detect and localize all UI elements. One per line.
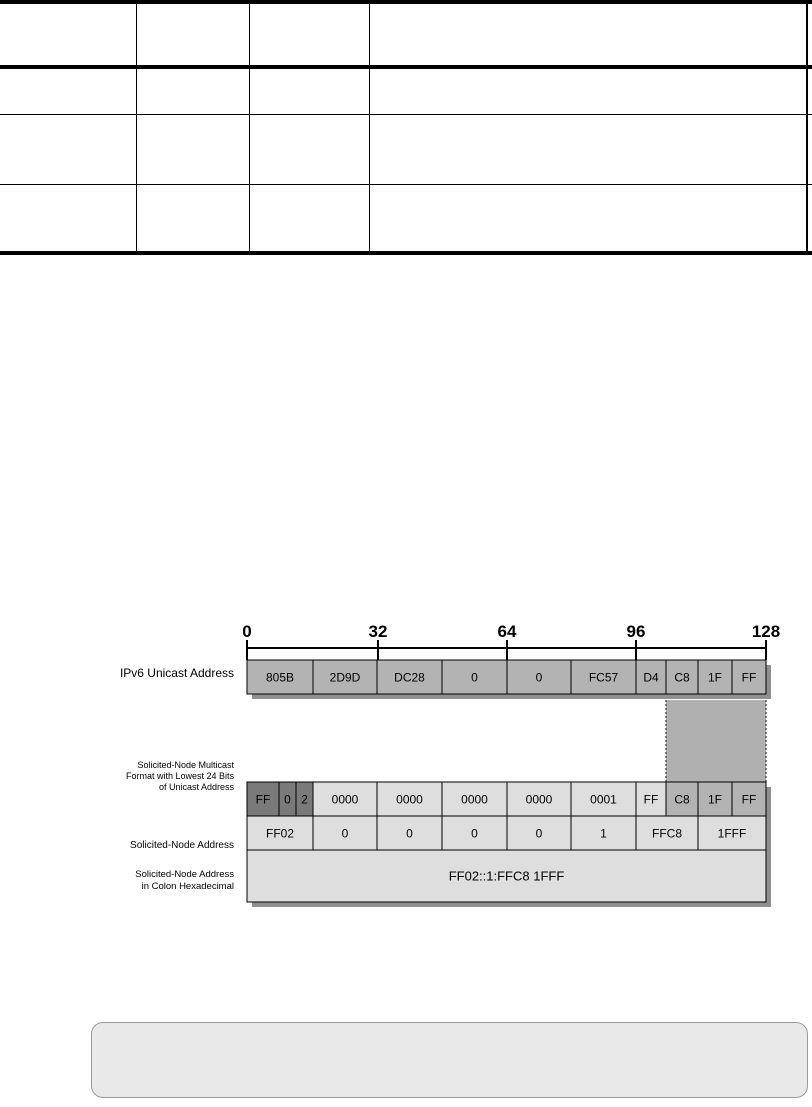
address-field-value: 1 — [600, 826, 607, 841]
data-table — [0, 0, 812, 256]
table-row-divider — [0, 114, 812, 115]
table-column-divider — [369, 0, 370, 255]
address-field-value: D4 — [643, 670, 659, 685]
lowest-24-bits-bridge — [666, 700, 766, 782]
table-header-rule — [0, 65, 812, 69]
address-field-value: 1F — [707, 670, 723, 685]
address-field-value: FF02 — [265, 826, 295, 841]
scale-label: 96 — [626, 622, 646, 641]
row-label-colon-hex-line-2: in Colon Hexadecimal — [141, 881, 234, 892]
ipv6-unicast-address-row — [247, 660, 771, 699]
address-field-value: FFC8 — [652, 826, 682, 841]
row-label-solicited-node: Solicited-Node Address — [130, 840, 234, 851]
address-field-value: FF — [643, 792, 659, 807]
row-label-multicast-line-2: Format with Lowest 24 Bits — [125, 771, 234, 781]
address-field-value: 2D9D — [329, 670, 361, 685]
address-field-value: DC28 — [394, 670, 425, 685]
address-field-value: 0 — [535, 670, 543, 685]
table-bottom-rule — [0, 251, 812, 255]
table-column-divider — [249, 0, 250, 255]
scale-label: 32 — [368, 622, 388, 641]
address-field-value: 0000 — [396, 792, 423, 807]
address-field-value: C8 — [674, 792, 690, 807]
scale-label: 64 — [497, 622, 517, 641]
table-top-rule — [0, 0, 812, 4]
address-field-value: C8 — [674, 670, 690, 685]
address-field-value: FF — [741, 792, 757, 807]
address-field-value: 0 — [535, 826, 543, 841]
multicast-format-row — [247, 782, 771, 821]
address-field-value: 0000 — [525, 792, 553, 807]
address-field-value: 0001 — [590, 792, 617, 807]
diagram-canvas — [0, 620, 812, 920]
scale-label: 0 — [242, 622, 252, 641]
address-field-value: 1FFF — [717, 826, 747, 841]
address-field-value: 0 — [284, 792, 291, 807]
ipv6-solicited-node-diagram — [0, 620, 812, 920]
table-column-divider — [136, 0, 137, 255]
address-field-value: 0000 — [461, 792, 488, 807]
address-field-value: 805B — [265, 670, 295, 685]
row-label-multicast-line-1: Solicited-Node Multicast — [137, 760, 234, 770]
row-label-colon-hex-line-1: Solicited-Node Address — [135, 869, 234, 880]
scale-label: 128 — [751, 622, 781, 641]
address-field-value: 0000 — [331, 792, 359, 807]
bit-scale — [242, 622, 780, 660]
table-right-border — [806, 0, 808, 255]
address-field-value: FF02::1:FFC8 1FFF — [448, 868, 565, 884]
address-field-value: 0 — [341, 826, 349, 841]
solicited-node-address-row — [247, 816, 771, 855]
address-field-value: 0 — [471, 826, 478, 841]
address-field-value: 2 — [301, 792, 308, 807]
row-label-unicast: IPv6 Unicast Address — [119, 666, 234, 680]
address-field-value: FF — [741, 670, 757, 685]
address-field-value: 0 — [406, 826, 413, 841]
table-row-divider — [0, 184, 812, 185]
row-label-multicast-line-3: of Unicast Address — [158, 782, 234, 792]
address-field-value: FF — [255, 792, 271, 807]
colon-hex-row — [247, 850, 771, 907]
address-field-value: FC57 — [588, 670, 619, 685]
note-box — [91, 1022, 808, 1098]
address-field-value: 0 — [471, 670, 478, 685]
address-field-value: 1F — [707, 792, 723, 807]
